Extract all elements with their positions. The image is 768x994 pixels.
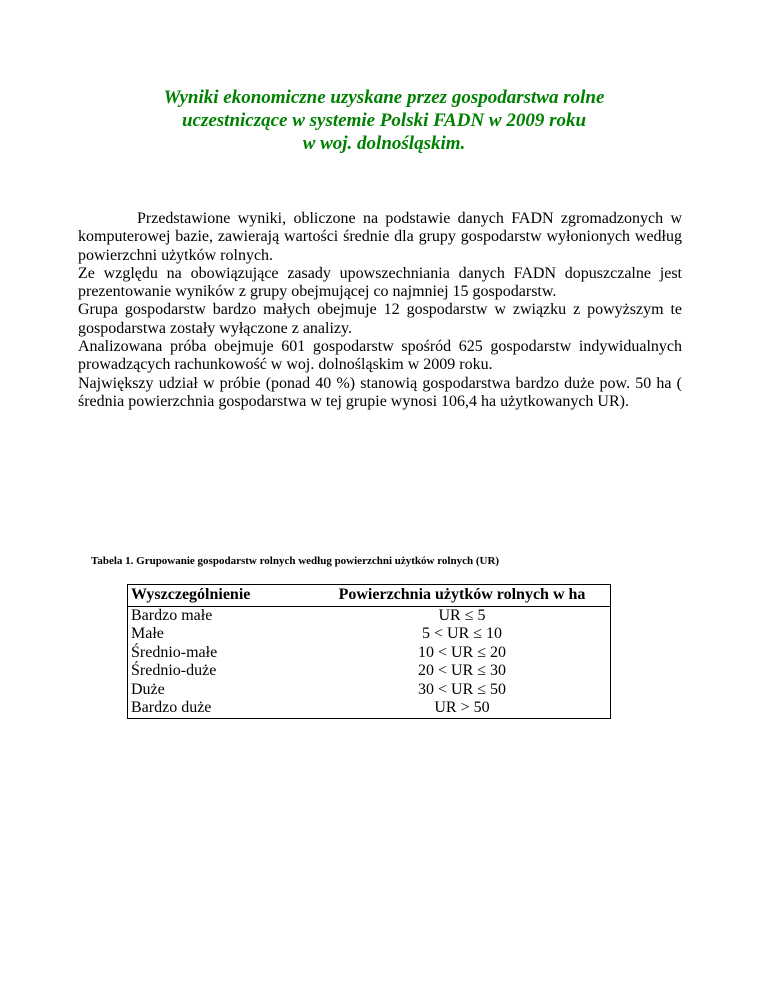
row-range: UR > 50 bbox=[434, 699, 490, 716]
grouping-table bbox=[127, 584, 611, 719]
row-category: Średnio-małe bbox=[131, 643, 218, 661]
header-category: Wyszczególnienie bbox=[128, 585, 315, 607]
table-caption: Tabela 1. Grupowanie gospodarstw rolnych według powierzchni użytków rolnych (UR) bbox=[91, 555, 500, 567]
row-category: Duże bbox=[131, 680, 165, 698]
body-text bbox=[78, 210, 682, 411]
table-row bbox=[128, 644, 611, 663]
row-category: Małe bbox=[131, 625, 164, 642]
table-row bbox=[128, 606, 611, 625]
row-range: 5 < UR ≤ 10 bbox=[421, 625, 503, 642]
paragraph-rules: Ze względu na obowiązujące zasady upowszechniania danych FADN dopuszczalne jest prezentowanie wyników z grupy obejmującej co najmniej 15 gospodarstw. bbox=[78, 264, 682, 301]
table-row bbox=[128, 625, 611, 644]
paragraph-exclusion: Grupa gospodarstw bardzo małych obejmuje 12 gospodarstw w związku z powyższym te gospodarstwa zostały wyłączone z analizy. bbox=[78, 301, 682, 337]
table-header-row bbox=[128, 585, 611, 607]
paragraph-intro: Przedstawione wyniki, obliczone na podstawie danych FADN zgromadzonych w komputerowej bazie, zawierają wartości średnie dla grupy gospodarstw wyłonionych według powierzchni użytków rolnych. bbox=[78, 210, 682, 264]
table-row bbox=[128, 699, 611, 718]
row-range: 30 < UR ≤ 50 bbox=[417, 680, 507, 698]
title-line-2: uczestniczące w systemie Polski FADN w 2009 roku bbox=[181, 110, 587, 131]
row-range: 20 < UR ≤ 30 bbox=[417, 662, 507, 679]
document-title bbox=[0, 86, 768, 155]
table-row bbox=[128, 662, 611, 681]
row-category: Bardzo małe bbox=[131, 606, 213, 624]
title-line-3: w woj. dolnośląskim. bbox=[302, 133, 466, 154]
row-category: Średnio-duże bbox=[131, 662, 217, 679]
row-range: 10 < UR ≤ 20 bbox=[417, 643, 507, 661]
row-category: Bardzo duże bbox=[131, 699, 212, 716]
paragraph-share: Największy udział w próbie (ponad 40 %) stanowią gospodarstwa bardzo duże pow. 50 ha ( średnia powierzchnia gospodarstwa w tej grupie wynosi 106,4 ha użytkowanych UR). bbox=[78, 374, 682, 410]
row-range: UR ≤ 5 bbox=[438, 606, 486, 624]
title-line-1: Wyniki ekonomiczne uzyskane przez gospodarstwa rolne bbox=[163, 87, 605, 108]
paragraph-sample: Analizowana próba obejmuje 601 gospodarstw spośród 625 gospodarstw indywidualnych prowadzących rachunkowość w woj. dolnośląskim w 2009 roku. bbox=[78, 338, 682, 374]
header-area: Powierzchnia użytków rolnych w ha bbox=[314, 585, 611, 607]
table-row bbox=[128, 681, 611, 700]
